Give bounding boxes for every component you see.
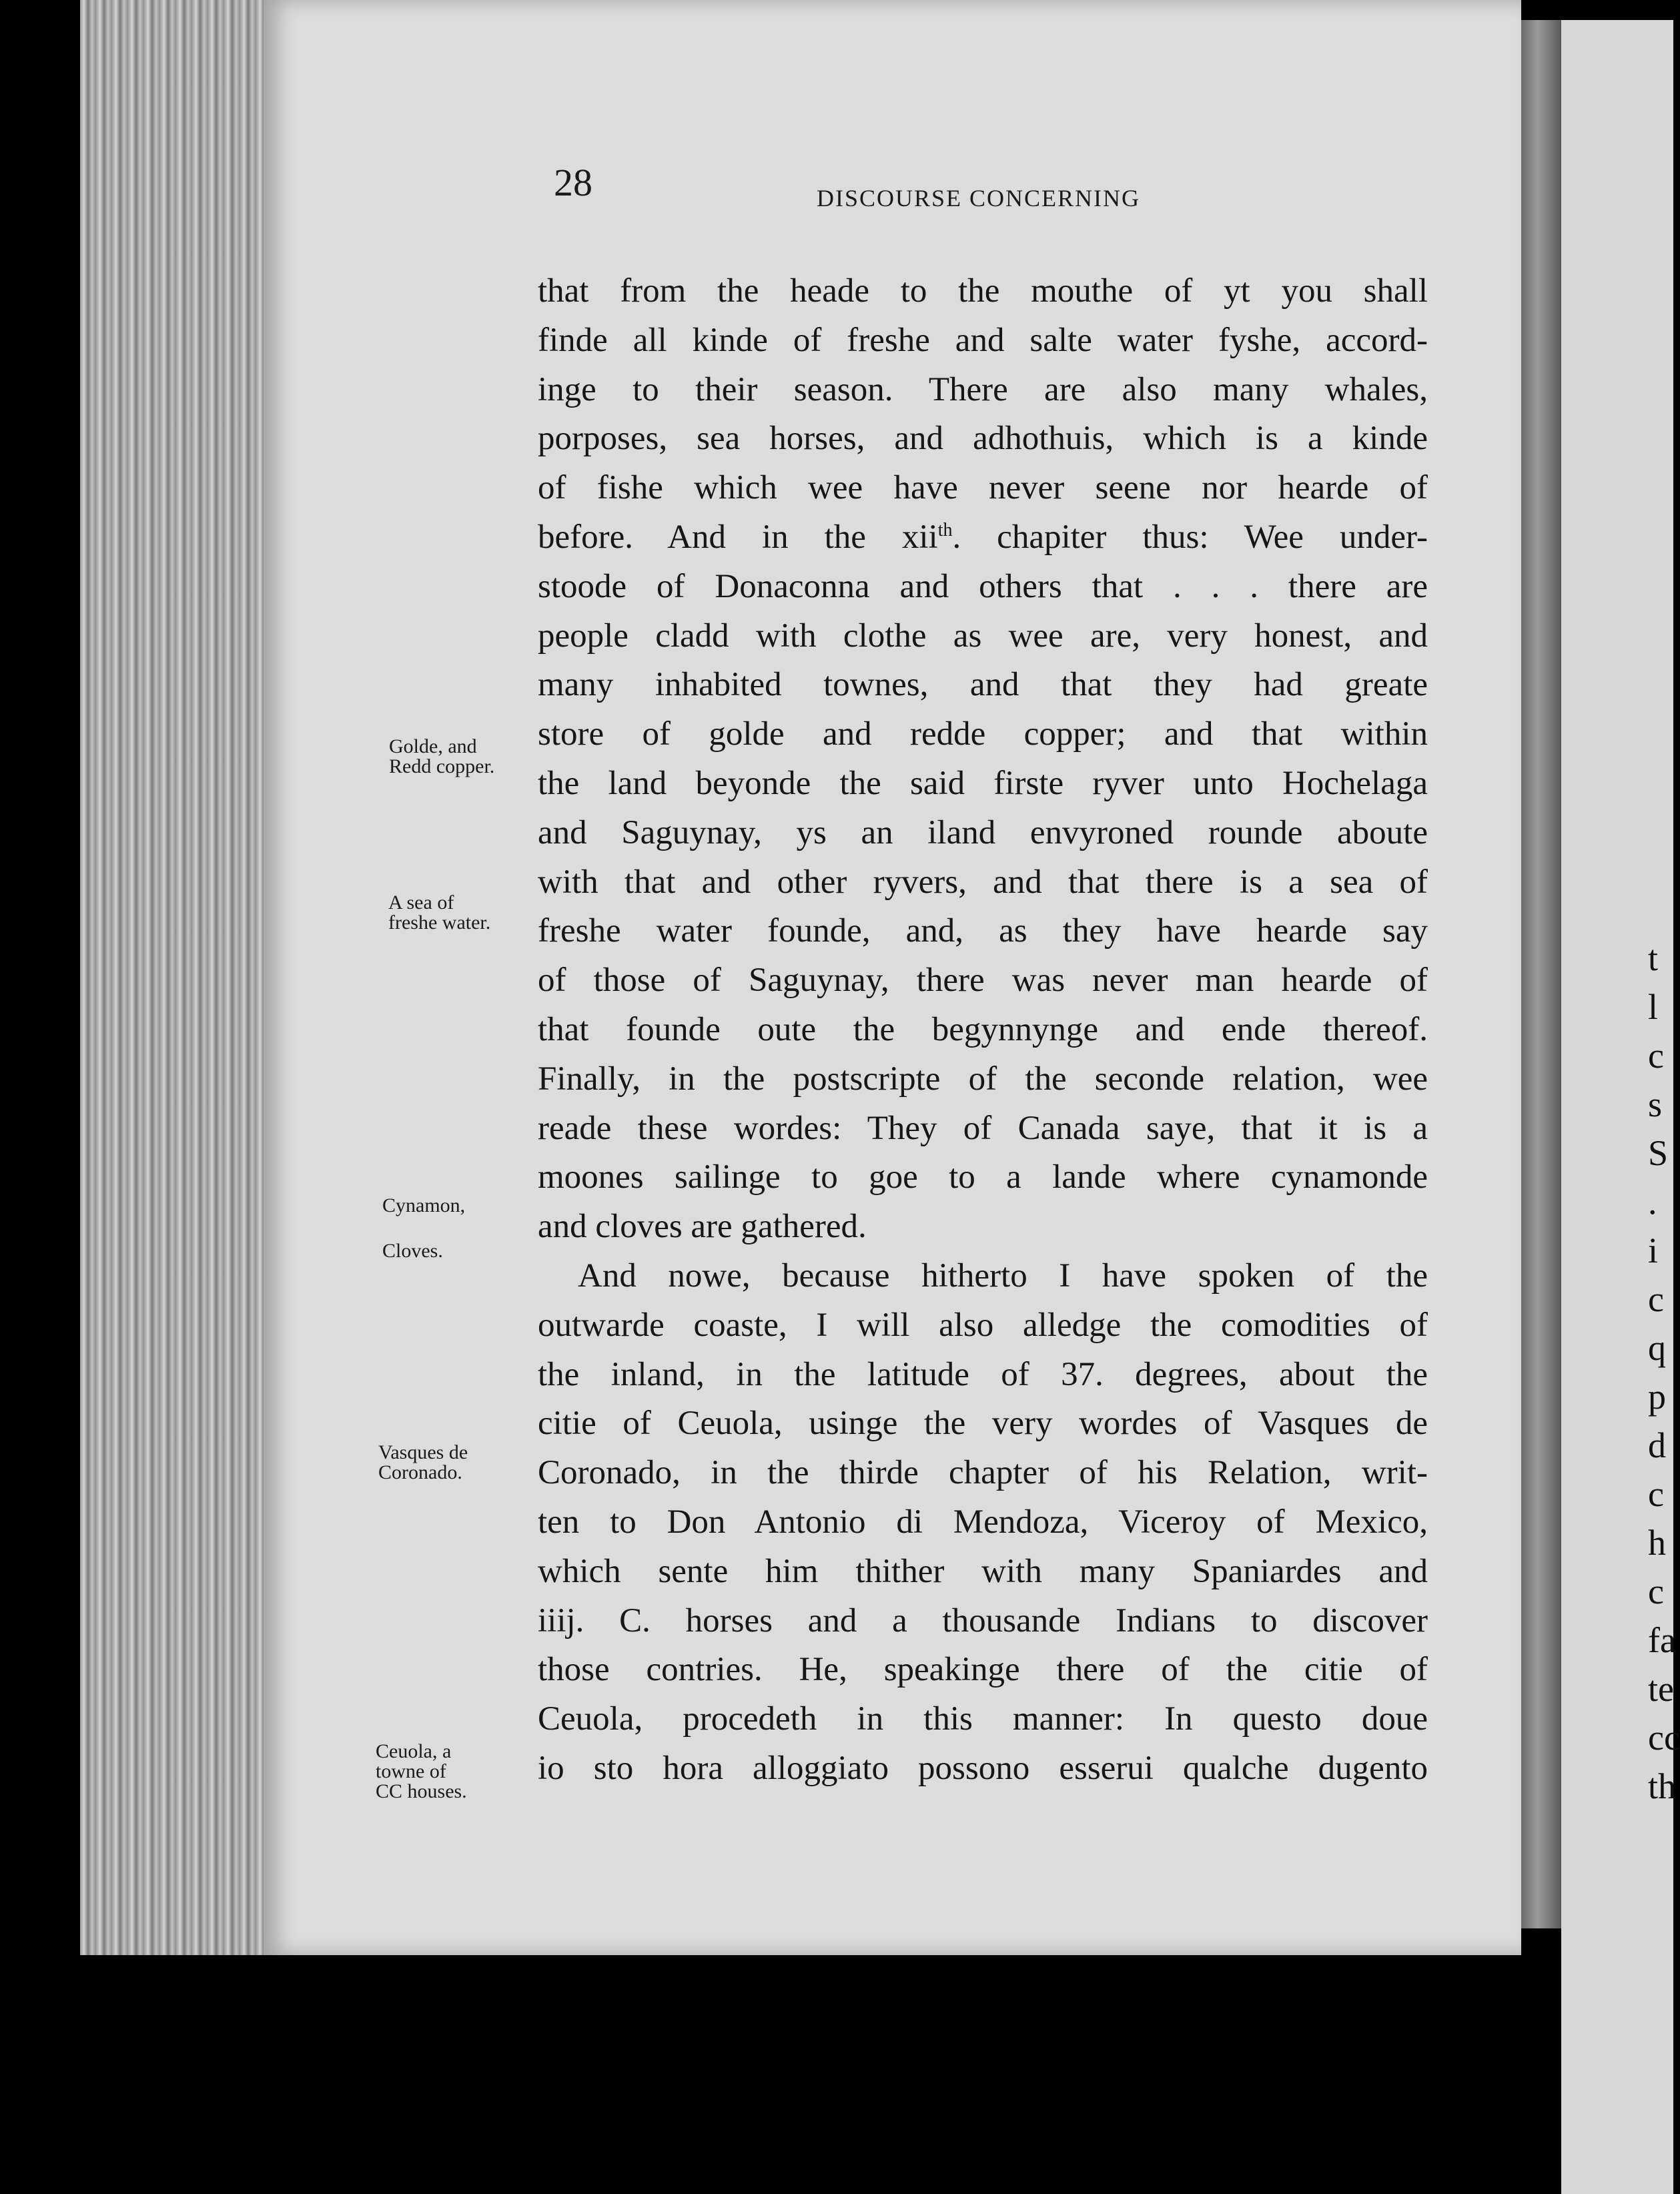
margin-note-cloves: [382, 1241, 443, 1261]
facing-page-fragment: cc: [1648, 1718, 1680, 1758]
text-line: that founde oute the begynnynge and ende thereof.: [538, 1010, 1428, 1048]
margin-note-line: freshe water.: [388, 911, 491, 934]
facing-page-fragment: c: [1648, 1474, 1664, 1514]
text-line: ten to Don Antonio di Mendoza, Viceroy of Mexico,: [538, 1503, 1428, 1541]
facing-page-fragment: t: [1648, 938, 1659, 978]
running-head: DISCOURSE CONCERNING: [817, 185, 1141, 212]
text-line: [538, 513, 1428, 563]
text-segment: . chapiter thus: Wee under-: [952, 518, 1428, 556]
book-page-edges: [80, 0, 280, 1955]
margin-note-line: Vasques de: [378, 1441, 468, 1463]
facing-page-fragment: l: [1648, 987, 1659, 1027]
facing-page-fragment: te: [1648, 1669, 1674, 1709]
text-line: with that and other ryvers, and that there is a sea of: [538, 863, 1428, 901]
margin-note-line: Redd copper.: [389, 755, 495, 777]
margin-note-ceuola: [376, 1742, 467, 1802]
text-line: reade these wordes: They of Canada saye, that it is a: [538, 1109, 1428, 1147]
text-line: And nowe, because hitherto I have spoken of the: [578, 1256, 1428, 1295]
page-header: [554, 160, 1454, 214]
facing-page-fragment: p: [1648, 1377, 1666, 1417]
facing-page-fragment: fa: [1648, 1620, 1676, 1660]
text-line: Ceuola, procedeth in this manner: In questo doue: [538, 1700, 1428, 1738]
text-line: of those of Saguynay, there was never man hearde of: [538, 962, 1428, 1000]
facing-page-fragment: th: [1648, 1766, 1677, 1806]
facing-page-fragment: i: [1648, 1230, 1659, 1270]
text-line: many inhabited townes, and that they had greate: [538, 666, 1428, 704]
margin-note-line: Cynamon,: [382, 1194, 466, 1216]
text-line: stoode of Donaconna and others that . . . there are: [538, 567, 1428, 605]
margin-note-cynamon: [382, 1196, 465, 1216]
text-line: the inland, in the latitude of 37. degrees, about the: [538, 1355, 1428, 1393]
facing-page-fragment: c: [1648, 1571, 1664, 1611]
body-text: [538, 267, 1428, 1794]
margin-note-line: Cloves.: [382, 1240, 443, 1262]
margin-note-line: Golde, and: [389, 735, 477, 757]
text-line: of fishe which wee have never seene nor hearde of: [538, 469, 1428, 507]
text-line: those contries. He, speakinge there of the citie of: [538, 1651, 1428, 1689]
text-line: Finally, in the postscripte of the seconde relation, wee: [538, 1060, 1428, 1098]
margin-note-line: towne of: [376, 1760, 446, 1782]
facing-page-fragment: c: [1648, 1279, 1664, 1319]
text-line: io sto hora alloggiato possono esserui qualche dugento: [538, 1749, 1428, 1787]
facing-page-fragment: c: [1648, 1036, 1664, 1076]
facing-page-fragments: [1648, 934, 1680, 1811]
facing-page-fragment: h: [1648, 1523, 1666, 1563]
text-line: store of golde and redde copper; and that within: [538, 715, 1428, 753]
text-line: citie of Ceuola, usinge the very wordes of Vasques de: [538, 1405, 1428, 1443]
superscript: th: [937, 519, 953, 540]
margin-note-line: Coronado.: [378, 1461, 462, 1483]
text-line: outwarde coaste, I will also alledge the comodities of: [538, 1306, 1428, 1344]
text-line: that from the heade to the mouthe of yt you shall: [538, 272, 1428, 310]
margin-note-line: Ceuola, a: [376, 1740, 452, 1762]
text-line: and cloves are gathered.: [538, 1208, 867, 1246]
facing-page-fragment: q: [1648, 1328, 1666, 1368]
book-spine: [1521, 20, 1561, 1928]
margin-note-line: A sea of: [388, 891, 454, 913]
text-line: inge to their season. There are also many whales,: [538, 370, 1428, 408]
margin-note-vasques: [378, 1443, 468, 1483]
facing-page-fragment: S: [1648, 1133, 1669, 1173]
text-line: finde all kinde of freshe and salte water fyshe, accord-: [538, 321, 1428, 359]
text-line: Coronado, in the thirde chapter of his Relation, writ-: [538, 1454, 1428, 1492]
text-line: the land beyonde the said firste ryver unto Hochelaga: [538, 764, 1428, 802]
facing-page-fragment: .: [1648, 1182, 1657, 1222]
page-number: 28: [554, 161, 592, 204]
margin-note-golde: [389, 737, 494, 777]
text-segment: before. And in the xii: [538, 518, 938, 556]
text-line: porposes, sea horses, and adhothuis, which is a kinde: [538, 420, 1428, 458]
facing-page-fragment: d: [1648, 1425, 1666, 1465]
text-line: people cladd with clothe as wee are, very honest, and: [538, 617, 1428, 655]
text-line: iiij. C. horses and a thousande Indians to discover: [538, 1601, 1428, 1639]
facing-page-fragment: s: [1648, 1084, 1663, 1124]
margin-note-sea: [388, 893, 490, 933]
text-line: which sente him thither with many Spaniardes and: [538, 1552, 1428, 1590]
margin-note-line: CC houses.: [376, 1780, 467, 1802]
text-line: and Saguynay, ys an iland envyroned rounde aboute: [538, 813, 1428, 851]
text-line: moones sailinge to goe to a lande where cynamonde: [538, 1158, 1428, 1196]
text-line: freshe water founde, and, as they have hearde say: [538, 912, 1428, 950]
